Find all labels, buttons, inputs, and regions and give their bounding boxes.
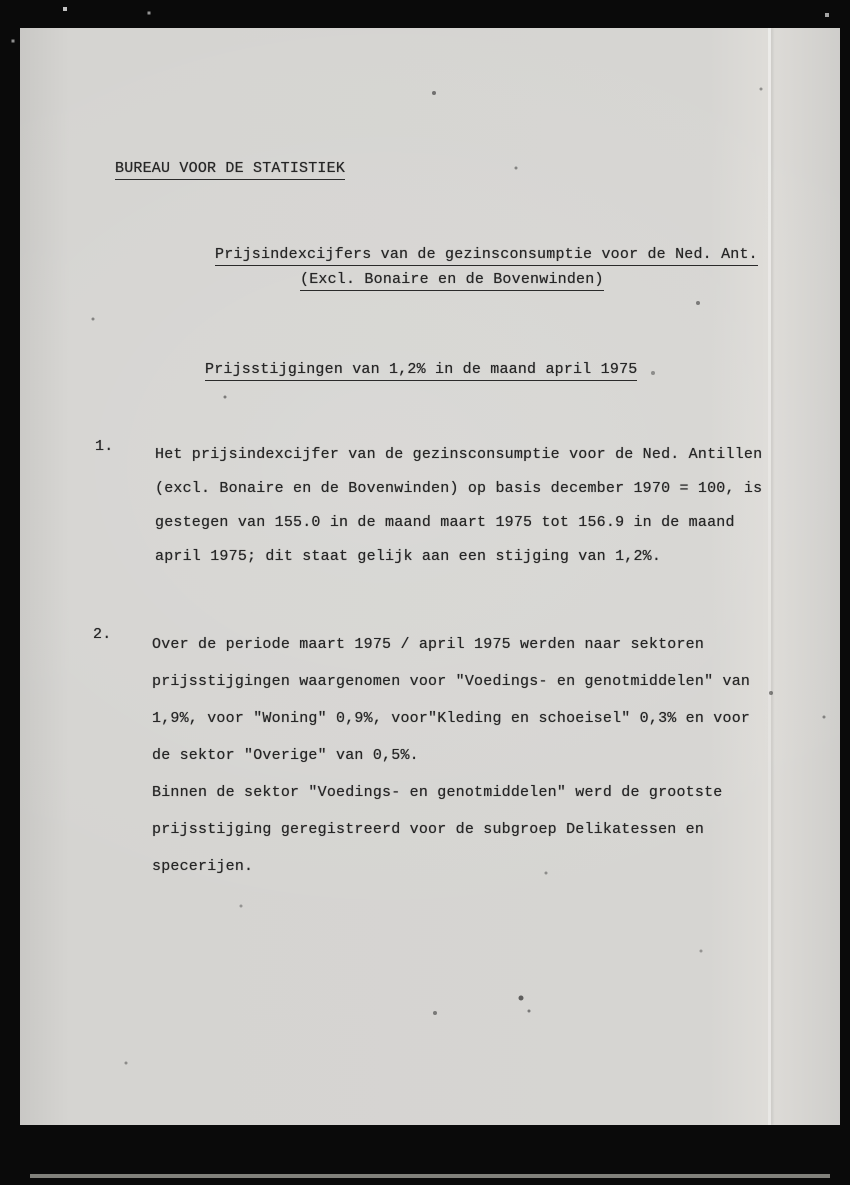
document-title-line-2-text: (Excl. Bonaire en de Bovenwinden)	[300, 271, 604, 291]
document-subtitle-text: Prijsstijgingen van 1,2% in de maand april 1975	[205, 361, 637, 381]
document-page	[20, 28, 840, 1125]
section-2-number: 2.	[93, 626, 112, 643]
paragraph-line: prijsstijging geregistreerd voor de subgroep Delikatessen en	[152, 821, 705, 838]
paragraph-line: prijsstijgingen waargenomen voor "Voedings- en genotmiddelen" van	[152, 673, 751, 690]
section-2-paragraph	[152, 626, 750, 885]
paragraph-line: (excl. Bonaire en de Bovenwinden) op basis december 1970 = 100, is	[155, 480, 763, 497]
document-header-text: BUREAU VOOR DE STATISTIEK	[115, 160, 345, 180]
paragraph-line: Het prijsindexcijfer van de gezinsconsumptie voor de Ned. Antillen	[155, 446, 763, 463]
document-title-line-2	[300, 271, 604, 291]
section-1-number: 1.	[95, 438, 114, 455]
section-1-paragraph	[155, 438, 762, 574]
paragraph-line: gestegen van 155.0 in de maand maart 1975 tot 156.9 in de maand	[155, 514, 735, 531]
paper-crease	[768, 28, 771, 1125]
paragraph-line: Over de periode maart 1975 / april 1975 werden naar sektoren	[152, 636, 705, 653]
paragraph-line: specerijen.	[152, 858, 254, 875]
paragraph-line: 1,9%, voor "Woning" 0,9%, voor"Kleding en schoeisel" 0,3% en voor	[152, 710, 751, 727]
scanner-edge-strip	[30, 1174, 830, 1178]
document-title-line-1	[215, 246, 758, 266]
scan-border-speckles	[0, 0, 2, 2]
paragraph-line: april 1975; dit staat gelijk aan een stijging van 1,2%.	[155, 548, 662, 565]
paragraph-line: Binnen de sektor "Voedings- en genotmiddelen" werd de grootste	[152, 784, 723, 801]
scan-speckles	[20, 28, 22, 30]
paragraph-line: de sektor "Overige" van 0,5%.	[152, 747, 419, 764]
document-title-line-1-text: Prijsindexcijfers van de gezinsconsumptie voor de Ned. Ant.	[215, 246, 758, 266]
document-subtitle	[205, 361, 637, 381]
document-header	[115, 160, 345, 180]
